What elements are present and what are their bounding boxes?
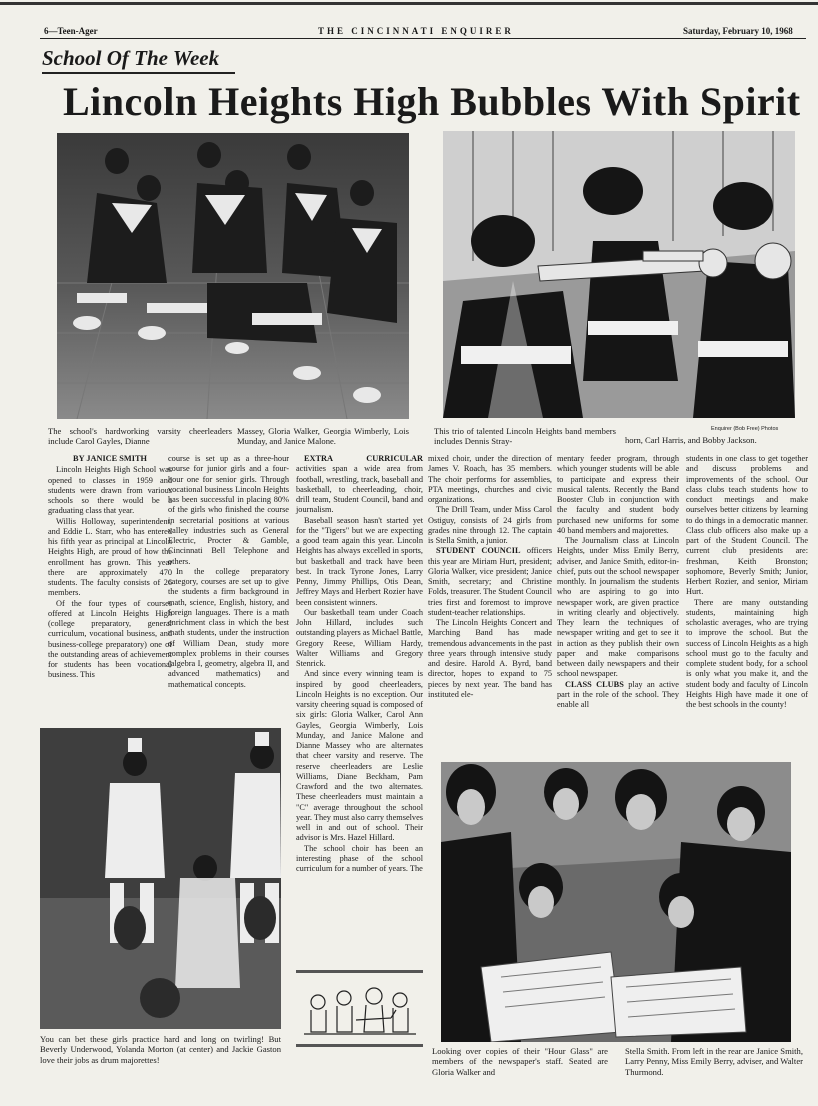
article-paragraph: Our basketball team under Coach John Hillard, includes such outstanding players as Michael Battle, Gregory Reese, William Hardy, Walter Williams and Gregory Stenrick. <box>296 607 423 668</box>
article-paragraph: CLASS CLUBS play an active part in the role of the school. They enable all <box>557 679 679 709</box>
article-paragraph: course is set up as a three-hour course for junior girls and a four-hour one for senior girls. Through vocational business Lincoln Heights has been successful in placing 80% of the girls who finished the course in secretarial positions at various valley industries such as General Electric, Procter & Gamble, Cincinnati Bell Telephone and others. <box>168 454 289 566</box>
page-headline: Lincoln Heights High Bubbles With Spirit <box>63 79 801 124</box>
article-paragraph: The school choir has been an interesting phase of the school curriculum for a number of years. The <box>296 843 423 873</box>
article-paragraph: The Journalism class at Lincoln Heights, under Miss Emily Berry, adviser, and Janice Smith, editor-in-chief, puts out the school newspaper monthly. In journalism the students who are aspiring to go into newspaper work, are given practice in writing clearly and objectively. They learn the techniques of newspaper writing and get to see it in action as they publish their own paper and make comparisons between daily newspapers and their school newspaper. <box>557 536 679 679</box>
section-label: 6—Teen-Ager <box>44 26 98 36</box>
newspaper-staff-photo <box>441 762 791 1042</box>
issue-date: Saturday, February 10, 1968 <box>683 26 793 36</box>
article-paragraph: mentary feeder program, through which younger students will be able to participate and express their musical talents. Recently the Band Booster Club in conjunction with the faculty and student body purchased new uniforms for some 40 band members and majorettes. <box>557 454 679 535</box>
article-paragraph: Willis Holloway, superintendent, and Eddie L. Starr, who has entered his fifth year as principal at Lincoln Heights High, are proud of how the enrollment has grown. This year there are approximately 470 students. The faculty consists of 26 members. <box>48 516 172 598</box>
subhead-student-council: STUDENT COUNCIL <box>436 546 521 556</box>
newspaper-caption-left: Looking over copies of their "Hour Glass" are members of the newspaper's staff. Seated are Gloria Walker and <box>432 1046 608 1077</box>
majorettes-photo <box>40 728 281 1029</box>
newspaper-caption-right: Stella Smith. From left in the rear are Janice Smith, Larry Penny, Miss Emily Berry, adviser, and Walter Thurmond. <box>625 1046 803 1077</box>
article-column-5 <box>557 454 679 710</box>
publication-name: THE CINCINNATI ENQUIRER <box>318 26 514 36</box>
article-byline: BY JANICE SMITH <box>73 454 147 463</box>
article-column-2 <box>168 454 289 690</box>
article-paragraph: In the college preparatory category, courses are set up to give the students a firm background in math, science, English, history, and foreign languages. There is a math enrichment class in which the best math students, under the instruction of William Dean, study more complex problems in their courses (algebra I, geometry, algebra II, and advanced mathematics) and mathematical concepts. <box>168 566 289 689</box>
article-paragraph: Lincoln Heights High School was opened to classes in 1959 and students were drawn from various schools so there would be a graduating class that year. <box>48 465 172 516</box>
subhead-extracurricular: EXTRA CURRICULAR <box>304 454 423 463</box>
article-paragraph: STUDENT COUNCIL officers this year are Miriam Hurt, president; Gloria Walker, vice president; Janice Smith, secretary; and Christine Folds, treasurer. The Student Council tries first and foremost to improve student-teacher relationships. <box>428 546 552 617</box>
band-caption-right: horn, Carl Harris, and Bobby Jackson. <box>625 435 757 445</box>
band-members-photo <box>443 131 795 418</box>
article-column-6 <box>686 454 808 710</box>
article-paragraph: mixed choir, under the direction of James V. Roach, has 35 members. The choir performs for assemblies, PTA meetings, churches and civic organizations. <box>428 454 552 504</box>
article-paragraph: And since every winning team is inspired by good cheerleaders, Lincoln Heights is no exception. Our varsity cheering squad is composed of six girls: Gloria Walker, Carol Ann Gayles, Georgia Wimberly, Lois Munday, and Janice Malone and Dianne Massey who are alternates that cheer varsity and reserve. The reserve cheerleaders are Leslie Williams, Diane Beckham, Pam Crawford and the two alternates. These cheerleaders must maintain a "C" average throughout the school year. They must also carry themselves well in and out of school. Their advisor is Mrs. Hazel Hillard. <box>296 669 423 843</box>
cartoon-illustration <box>296 970 423 1050</box>
cheerleaders-caption-right: Massey, Gloria Walker, Georgia Wimberly, Lois Munday, and Janice Malone. <box>237 426 409 447</box>
article-paragraph: The Drill Team, under Miss Carol Ostiguy, consists of 24 girls from grades nine through 12. The captain is Stella Smith, a junior. <box>428 505 552 545</box>
article-paragraph: students in one class to get together and discuss problems and improvements of the school. Our class clubs teach students how to conduct meetings and make ourselves better citizens by learning to do things in a democratic manner. Class club officers also make up a part of the Student Council. The current club presidents are: freshman, Keith Bronston; sophomore, Beverly Smith; Junior, Herbert Rozier, and senior, Miriam Hurt. <box>686 454 808 597</box>
majorettes-caption: You can bet these girls practice hard and long on twirling! But Beverly Underwood, Yolanda Morton (at center) and Jackie Gaston love their jobs as drum majorettes! <box>40 1034 281 1065</box>
kicker-underline <box>42 72 235 74</box>
photo-credit: Enquirer (Bob Free) Photos <box>711 426 779 432</box>
cheerleaders-photo <box>57 133 409 419</box>
cheerleaders-caption-left: The school's hardworking varsity cheerleaders include Carol Gayles, Dianne <box>48 426 232 447</box>
section-kicker: School Of The Week <box>42 46 220 70</box>
subhead-class-clubs: CLASS CLUBS <box>565 679 624 689</box>
article-column-3 <box>296 454 423 874</box>
article-paragraph: The Lincoln Heights Concert and Marching Band has made tremendous advancements in the past three years through intensive study and desire. Harold A. Byrd, band director, hopes to expand to 75 pieces by next year. The band has instituted ele- <box>428 618 552 699</box>
article-column-1 <box>48 454 172 681</box>
article-paragraph: EXTRA CURRICULAR activities span a wide area from football, wrestling, track, baseball and basketball, to cheerleading, choir, drill team, Student Council, band and journalism. <box>296 454 423 515</box>
article-paragraph: Of the four types of courses offered at Lincoln Heights High (college preparatory, general curriculum, vocational business, and business-college preparatory) one of the outstanding areas of achievement for students has been vocational business. This <box>48 598 172 680</box>
top-border <box>0 2 818 5</box>
band-caption-left: This trio of talented Lincoln Heights band members includes Dennis Stray- <box>434 426 616 447</box>
article-paragraph: Baseball season hasn't started yet for the "Tigers" but we are expecting a good team again this year. Lincoln Heights has always excelled in sports, but basketball and track have been best. In track Tyrone Jones, Larry Penny, Jimmy Phillips, Otis Dean, Jeffrey Mays and Herbert Rozier have been consistent winners. <box>296 515 423 607</box>
article-paragraph: There are many outstanding students, maintaining high scholastic averages, who are trying to improve the school. But the success of Lincoln Heights as a high school must go to the faculty and complete student body, for a school is only what you make it, and the student body and faculty of Lincoln Heights High have made it one of the best schools in the county! <box>686 597 808 709</box>
article-column-4 <box>428 454 552 700</box>
masthead-rule <box>40 38 806 39</box>
